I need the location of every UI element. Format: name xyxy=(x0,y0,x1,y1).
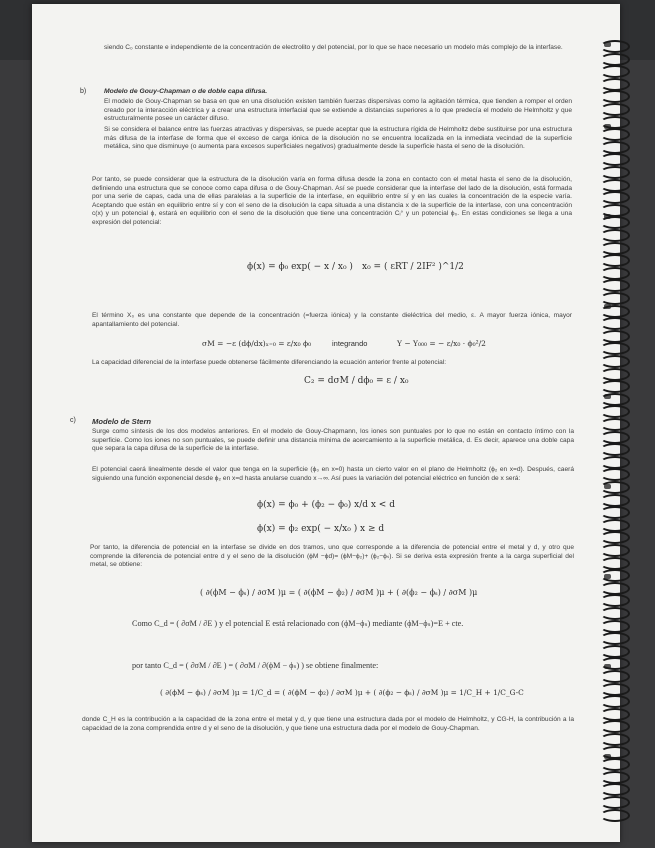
equation-potential-derivative: ( ∂(ϕM − ϕₛ) / ∂σM )μ = ( ∂(ϕM − ϕ₂) / ∂σM )μ + ( ∂(ϕ₂ − ϕₛ) / ∂σM )μ xyxy=(200,588,478,597)
spiral-ring xyxy=(600,443,630,456)
spiral-ring xyxy=(600,179,630,192)
spiral-ring xyxy=(600,783,630,796)
spiral-ring xyxy=(600,544,630,557)
section-b-paragraph-5: La capacidad diferencial de la interfase puede obtenerse fácilmente diferenciando la ecuación anterior frente al potencial: xyxy=(92,359,447,366)
section-b-marker: b) xyxy=(80,88,87,95)
spiral-ring xyxy=(600,166,630,179)
section-c-paragraph-4: donde C_H es la contribución a la capacidad de la zona entre el metal y d, y que tiene una estructura dada por el modelo de Helmholtz, y CG-H, la contribución a la capacidad de la zona comprendida entre d y el seno de la disolución, y que tiene una estructura dada por el modelo de Gouy-Chapman. xyxy=(82,716,574,732)
spiral-ring xyxy=(600,708,630,721)
section-b-title: Modelo de Gouy-Chapman o de doble capa difusa. xyxy=(104,88,268,95)
spiral-ring xyxy=(600,317,630,330)
equation-therefore: por tanto C_d = ( ∂σM / ∂E ) = ( ∂σM / ∂(ϕM − ϕₛ) ) se obtiene finalmente: xyxy=(132,661,379,670)
spiral-ring xyxy=(600,128,630,141)
spiral-ring xyxy=(600,103,630,116)
equation-integrating-label: integrando xyxy=(332,339,368,348)
spiral-ring xyxy=(600,330,630,343)
equation-linear-potential: ϕ(x) = ϕ₀ + (ϕ₂ − ϕ₀) x/d x < d xyxy=(257,500,395,510)
spiral-ring xyxy=(600,695,630,708)
equation-potential: ϕ(x) = ϕ₀ exp( − x / x₀ ) xyxy=(247,262,353,272)
spiral-ring xyxy=(600,216,630,229)
equation-x0: x₀ = ( εRT / 2IF² )^1/2 xyxy=(362,262,464,272)
spiral-ring xyxy=(600,368,630,381)
equation-final: ( ∂(ϕM − ϕₛ) / ∂σM )μ = 1/C_d = ( ∂(ϕM − ϕ₂) / ∂σM )μ + ( ∂(ϕ₂ − ϕₛ) / ∂σM )μ = 1/C_H + 1/C_G-C xyxy=(160,688,524,697)
spiral-ring xyxy=(600,720,630,733)
section-b-paragraph-1: El modelo de Gouy-Chapman se basa en que en una disolución existen también fuerzas dispersivas como la agitación térmica, que tienden a romper el orden creado por la interacción eléctrica y a crear una estructura interfacial que se extiende a distancias superiores a lo que predecía el modelo de Helmholtz y que estructuralmente posee un carácter difuso. xyxy=(104,98,572,123)
spiral-ring xyxy=(600,657,630,670)
spiral-ring xyxy=(600,405,630,418)
spiral-binding xyxy=(600,40,630,830)
equation-surface-tension: Y − Y₀₀₀ = − ε/x₀ · ϕ₀²/2 xyxy=(397,339,486,348)
spiral-ring xyxy=(600,494,630,507)
spiral-ring xyxy=(600,809,630,822)
spiral-ring xyxy=(600,116,630,129)
spiral-ring xyxy=(600,519,630,532)
spiral-ring xyxy=(600,645,630,658)
section-b-paragraph-2: Si se considera el balance entre las fuerzas atractivas y dispersivas, se puede aceptar que la estructura rígida de Helmholtz debe sustituirse por una estructura más difusa de la interfase de forma que el exceso de carga iónica de la disolución no se encuentra localizada en la inmediata vecindad de la superficie metálica, sino que disminuye (o aumenta para excesos superficiales negativos) gradualmente desde la superficie hasta el seno de la disolución. xyxy=(104,126,572,151)
spiral-ring xyxy=(600,468,630,481)
spiral-ring xyxy=(600,683,630,696)
spiral-ring xyxy=(600,292,630,305)
spiral-ring xyxy=(600,632,630,645)
section-c-paragraph-3: Por tanto, la diferencia de potencial en la interfase se divide en dos tramos, uno que corresponde a la diferencia de potencial entre el metal y d, y otro que comprende la diferencia de potencial entre d y el seno de la disolución (ϕM −ϕd)= (ϕM−ϕ₂)+ (ϕ₂−ϕₛ). Si se deriva esta expresión frente a la carga superficial del metal, se obtiene: xyxy=(90,544,574,569)
spiral-ring xyxy=(600,380,630,393)
spiral-ring xyxy=(600,531,630,544)
spiral-ring xyxy=(600,557,630,570)
spiral-ring xyxy=(600,53,630,66)
spiral-ring xyxy=(600,78,630,91)
section-b-paragraph-3: Por tanto, se puede considerar que la estructura de la disolución varía en forma difusa desde la zona en contacto con el metal hasta el seno de la disolución, definiendo una estructura que se conoce como capa difusa o de Gouy-Chapman. Así se puede considerar que la interfase del lado de la disolución, está formada por una serie de capas, cada una de ellas paralelas a la superficie de la interfase, en equilibrio entre sí y en las cuales la concentración de la especie varía. Aceptando que están en equilibrio entre sí y con el seno de la disolución la capa situada a una distancia x de la superficie de la interfase, con una concentración c(x) y un potencial ϕ, estará en equilibrio con el seno de la disolución que tiene una concentración Cᵢ° y un potencial ϕ₀. En estas condiciones se llega a una expresión del potencial: xyxy=(92,176,572,226)
spiral-ring xyxy=(600,569,630,582)
section-c-paragraph-2: El potencial caerá linealmente desde el valor que tenga en la superficie (ϕ₀ en x=0) hasta un cierto valor en el plano de Helmholtz (ϕ₂ en x=d). Después, caerá siguiendo una función exponencial desde ϕ₂ en x=d hasta anularse cuando x→∞. Así pues la variación del potencial eléctrico en función de x será: xyxy=(92,466,574,482)
equation-capacitance-relation: Como C_d = ( ∂σM / ∂E ) y el potencial E está relacionado con (ϕM−ϕₛ) mediante (ϕM−ϕₛ)=E + cte. xyxy=(132,619,464,628)
spiral-ring xyxy=(600,254,630,267)
spiral-ring xyxy=(600,342,630,355)
spiral-ring xyxy=(600,481,630,494)
equation-charge: σM = −ε (dϕ/dx)ₓ₌₀ = ε/x₀ ϕ₀ xyxy=(202,339,312,348)
spiral-ring xyxy=(600,594,630,607)
spiral-ring xyxy=(600,90,630,103)
spiral-ring xyxy=(600,65,630,78)
spiral-ring xyxy=(600,242,630,255)
spiral-ring xyxy=(600,456,630,469)
spiral-ring xyxy=(600,279,630,292)
spiral-ring xyxy=(600,620,630,633)
spiral-ring xyxy=(600,355,630,368)
spiral-ring xyxy=(600,267,630,280)
spiral-ring xyxy=(600,305,630,318)
equation-exponential-potential: ϕ(x) = ϕ₂ exp( − x/x₀ ) x ≥ d xyxy=(257,524,385,534)
section-c-paragraph-1: Surge como síntesis de los dos modelos anteriores. En el modelo de Gouy-Chapmann, los iones son puntuales por lo que no están en contacto íntimo con la superficie. Como los iones no son puntuales, se puede definir una distancia mínima de acercamiento a la superficie metálica, d. Es decir, aparece una doble capa que separa la capa difusa de la superficie de la interfase. xyxy=(92,428,574,453)
spiral-ring xyxy=(600,771,630,784)
spiral-ring xyxy=(600,141,630,154)
spiral-ring xyxy=(600,670,630,683)
spiral-ring xyxy=(600,733,630,746)
spiral-ring xyxy=(600,418,630,431)
section-c-marker: c) xyxy=(70,417,76,424)
section-c-title: Modelo de Stern xyxy=(92,417,152,426)
spiral-ring xyxy=(600,153,630,166)
spiral-ring xyxy=(600,431,630,444)
section-b-paragraph-4: El término X₀ es una constante que depende de la concentración (=fuerza iónica) y la constante dieléctrica del medio, ε. A mayor fuerza iónica, mayor apantallamiento del potencial. xyxy=(92,312,572,328)
spiral-ring xyxy=(600,40,630,53)
spiral-ring xyxy=(600,204,630,217)
spiral-ring xyxy=(600,582,630,595)
spiral-ring xyxy=(600,746,630,759)
equation-capacitance: C₂ = dσM / dϕ₀ = ε / x₀ xyxy=(304,376,409,386)
spiral-ring xyxy=(600,506,630,519)
intro-text: siendo C₀ constante e independiente de la concentración de electrolito y del potencial, por lo que se hace necesario un modelo más complejo de la interfase. xyxy=(104,44,563,51)
spiral-ring xyxy=(600,758,630,771)
spiral-ring xyxy=(600,796,630,809)
spiral-ring xyxy=(600,191,630,204)
spiral-ring xyxy=(600,607,630,620)
notebook-page xyxy=(32,4,620,842)
spiral-ring xyxy=(600,393,630,406)
spiral-ring xyxy=(600,229,630,242)
